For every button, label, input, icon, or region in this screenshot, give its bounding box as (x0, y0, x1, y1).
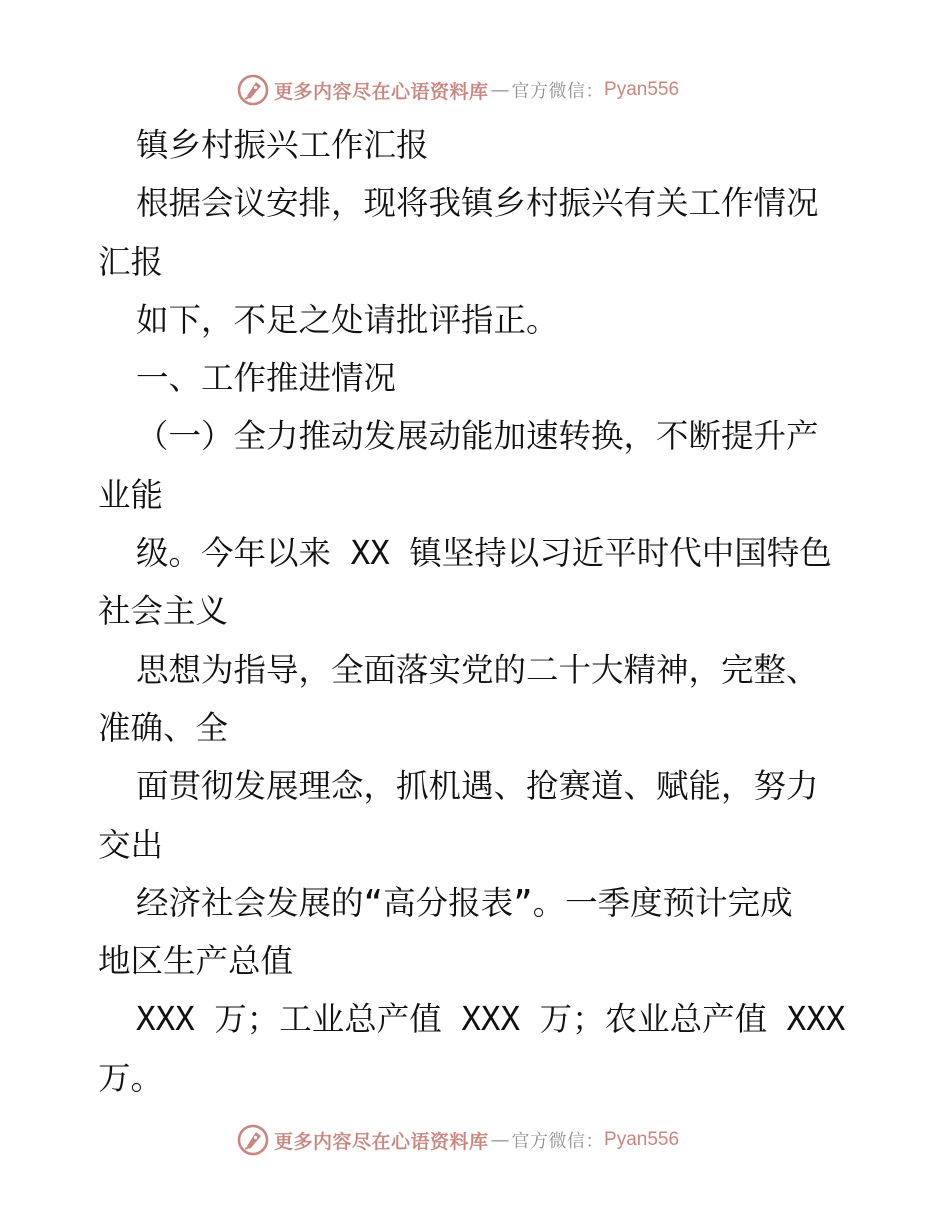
footer-banner (236, 1122, 679, 1158)
pen-nib-logo-icon (236, 73, 270, 107)
text-line: 面贯彻发展理念，抓机遇、抢赛道、赋能，努力 (136, 767, 819, 806)
banner-wechat-id: Pyan556 (604, 79, 680, 100)
document-title: 镇乡村振兴工作汇报 (136, 126, 429, 164)
text-line: 根据会议安排，现将我镇乡村振兴有关工作情况 (136, 184, 819, 223)
text-line: XXX 万；工业总产值 XXX 万；农业总产值 XXX (136, 1000, 846, 1039)
document-body (98, 116, 858, 1107)
pen-nib-logo-icon (236, 1123, 270, 1157)
text-line: 地区生产总值 (98, 942, 294, 981)
text-line: 经济社会发展的“高分报表”。一季度预计完成 (136, 883, 793, 922)
banner-separator: — (490, 79, 510, 101)
text-line: 汇报 (98, 242, 164, 281)
subsection-heading: （一）全力推动发展动能加速转换，不断提升产 (136, 417, 819, 456)
banner-wechat-label: 官方微信： (511, 81, 605, 102)
text-line: 社会主义 (98, 592, 229, 631)
text-line: 准确、全 (98, 708, 229, 747)
text-line: 万。 (98, 1058, 164, 1097)
text-line: 级。今年以来 XX 镇坚持以习近平时代中国特色 (136, 534, 832, 573)
banner-wechat-id: Pyan556 (604, 1129, 680, 1150)
banner-separator: — (490, 1129, 510, 1151)
banner-site-text: 更多内容尽在心语资料库 (274, 80, 489, 103)
banner-wechat-label: 官方微信： (511, 1131, 605, 1152)
banner-site-text: 更多内容尽在心语资料库 (274, 1130, 489, 1153)
text-line: 思想为指导，全面落实党的二十大精神，完整、 (136, 650, 819, 689)
text-line: 交出 (98, 825, 164, 864)
text-line: 如下，不足之处请批评指正。 (136, 300, 559, 339)
section-heading: 一、工作推进情况 (136, 359, 397, 398)
text-line: 业能 (98, 475, 164, 514)
header-banner (236, 72, 679, 108)
